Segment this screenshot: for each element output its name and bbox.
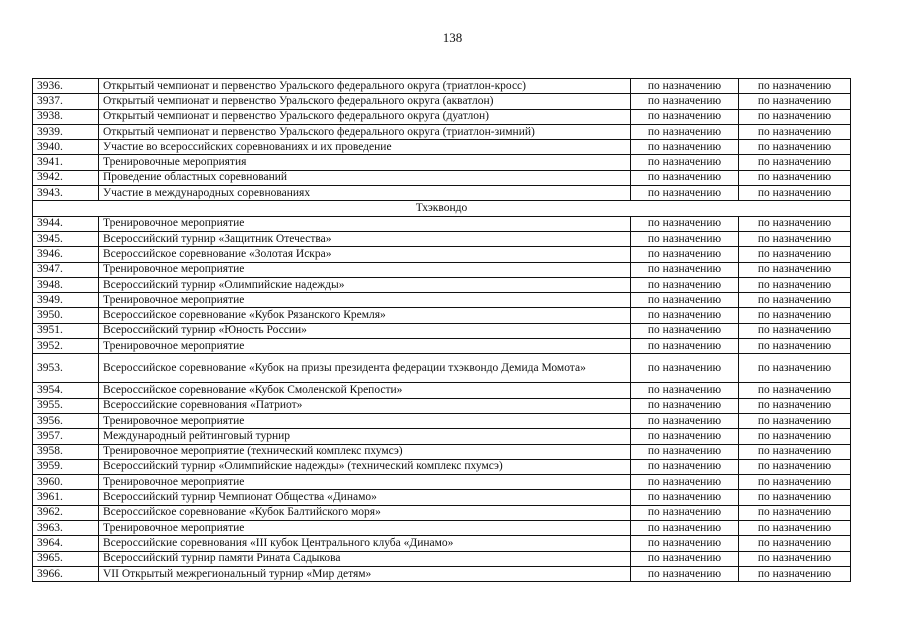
- event-name: Всероссийский турнир памяти Рината Садыкова: [99, 551, 631, 566]
- assignment-value-b: по назначению: [739, 109, 851, 124]
- assignment-value-b: по назначению: [739, 186, 851, 201]
- row-number: 3954.: [33, 383, 99, 398]
- section-header-row: [33, 201, 851, 216]
- assignment-value-a: по назначению: [631, 521, 739, 536]
- assignment-value-a: по назначению: [631, 94, 739, 109]
- event-name: Всероссийский турнир «Юность России»: [99, 323, 631, 338]
- event-name: Всероссийское соревнование «Кубок Балтийского моря»: [99, 505, 631, 520]
- event-name: Тренировочное мероприятие: [99, 216, 631, 231]
- table-row: [33, 383, 851, 398]
- row-number: 3960.: [33, 475, 99, 490]
- table-row: [33, 444, 851, 459]
- assignment-value-a: по назначению: [631, 383, 739, 398]
- table-row: [33, 323, 851, 338]
- row-number: 3953.: [33, 354, 99, 383]
- assignment-value-a: по назначению: [631, 354, 739, 383]
- assignment-value-a: по назначению: [631, 79, 739, 94]
- assignment-value-b: по назначению: [739, 413, 851, 428]
- event-name: Тренировочное мероприятие (технический комплекс пхумсэ): [99, 444, 631, 459]
- table-row: [33, 170, 851, 185]
- event-name: Всероссийские соревнования «Патриот»: [99, 398, 631, 413]
- assignment-value-b: по назначению: [739, 308, 851, 323]
- row-number: 3961.: [33, 490, 99, 505]
- assignment-value-b: по назначению: [739, 231, 851, 246]
- row-number: 3952.: [33, 339, 99, 354]
- row-number: 3964.: [33, 536, 99, 551]
- event-name: Тренировочное мероприятие: [99, 339, 631, 354]
- row-number: 3956.: [33, 413, 99, 428]
- assignment-value-b: по назначению: [739, 429, 851, 444]
- table-row: [33, 308, 851, 323]
- table-row: [33, 413, 851, 428]
- table-section-taekwondo: [33, 201, 851, 216]
- table-row: [33, 339, 851, 354]
- event-name: Тренировочное мероприятие: [99, 293, 631, 308]
- row-number: 3936.: [33, 79, 99, 94]
- assignment-value-a: по назначению: [631, 505, 739, 520]
- assignment-value-a: по назначению: [631, 444, 739, 459]
- assignment-value-b: по назначению: [739, 155, 851, 170]
- assignment-value-a: по назначению: [631, 323, 739, 338]
- assignment-value-a: по назначению: [631, 262, 739, 277]
- table-row: [33, 536, 851, 551]
- assignment-value-b: по назначению: [739, 505, 851, 520]
- row-number: 3937.: [33, 94, 99, 109]
- table-row: [33, 140, 851, 155]
- assignment-value-a: по назначению: [631, 170, 739, 185]
- event-name: Открытый чемпионат и первенство Уральского федерального округа (акватлон): [99, 94, 631, 109]
- event-name: Международный рейтинговый турнир: [99, 429, 631, 444]
- table-row: [33, 490, 851, 505]
- table-row: [33, 551, 851, 566]
- assignment-value-b: по назначению: [739, 262, 851, 277]
- event-name: Тренировочное мероприятие: [99, 413, 631, 428]
- table-row: [33, 247, 851, 262]
- event-name: Участие во всероссийских соревнованиях и их проведение: [99, 140, 631, 155]
- table-row: [33, 459, 851, 474]
- assignment-value-b: по назначению: [739, 79, 851, 94]
- assignment-value-b: по назначению: [739, 354, 851, 383]
- table-row: [33, 293, 851, 308]
- assignment-value-b: по назначению: [739, 459, 851, 474]
- assignment-value-a: по назначению: [631, 551, 739, 566]
- assignment-value-b: по назначению: [739, 521, 851, 536]
- assignment-value-b: по назначению: [739, 323, 851, 338]
- event-name: Открытый чемпионат и первенство Уральского федерального округа (триатлон-кросс): [99, 79, 631, 94]
- table-row: [33, 124, 851, 139]
- assignment-value-b: по назначению: [739, 216, 851, 231]
- event-name: Тренировочное мероприятие: [99, 262, 631, 277]
- assignment-value-a: по назначению: [631, 339, 739, 354]
- assignment-value-b: по назначению: [739, 536, 851, 551]
- table-row: [33, 216, 851, 231]
- assignment-value-b: по назначению: [739, 170, 851, 185]
- table-row: [33, 429, 851, 444]
- table-row: [33, 231, 851, 246]
- event-name: Всероссийский турнир «Олимпийские надежды» (технический комплекс пхумсэ): [99, 459, 631, 474]
- page-number: 138: [442, 30, 463, 45]
- assignment-value-b: по назначению: [739, 339, 851, 354]
- event-name: Открытый чемпионат и первенство Уральского федерального округа (триатлон-зимний): [99, 124, 631, 139]
- event-name: Тренировочное мероприятие: [99, 475, 631, 490]
- assignment-value-b: по назначению: [739, 94, 851, 109]
- assignment-value-a: по назначению: [631, 216, 739, 231]
- table-row: [33, 398, 851, 413]
- table-row: [33, 566, 851, 581]
- row-number: 3942.: [33, 170, 99, 185]
- table-row: [33, 155, 851, 170]
- row-number: 3951.: [33, 323, 99, 338]
- event-name: Проведение областных соревнований: [99, 170, 631, 185]
- row-number: 3943.: [33, 186, 99, 201]
- table-row: [33, 505, 851, 520]
- event-name: Всероссийский турнир Чемпионат Общества «Динамо»: [99, 490, 631, 505]
- row-number: 3949.: [33, 293, 99, 308]
- event-name: Открытый чемпионат и первенство Уральского федерального округа (дуатлон): [99, 109, 631, 124]
- assignment-value-a: по назначению: [631, 155, 739, 170]
- assignment-value-a: по назначению: [631, 308, 739, 323]
- assignment-value-a: по назначению: [631, 398, 739, 413]
- assignment-value-a: по назначению: [631, 490, 739, 505]
- assignment-value-a: по назначению: [631, 140, 739, 155]
- table-row: [33, 277, 851, 292]
- assignment-value-a: по назначению: [631, 277, 739, 292]
- assignment-value-a: по назначению: [631, 459, 739, 474]
- row-number: 3938.: [33, 109, 99, 124]
- table-row: [33, 79, 851, 94]
- row-number: 3941.: [33, 155, 99, 170]
- assignment-value-a: по назначению: [631, 231, 739, 246]
- table-row: [33, 186, 851, 201]
- assignment-value-b: по назначению: [739, 247, 851, 262]
- event-name: Участие в международных соревнованиях: [99, 186, 631, 201]
- row-number: 3959.: [33, 459, 99, 474]
- assignment-value-a: по назначению: [631, 186, 739, 201]
- row-number: 3957.: [33, 429, 99, 444]
- event-name: Всероссийское соревнование «Золотая Искра»: [99, 247, 631, 262]
- assignment-value-a: по назначению: [631, 293, 739, 308]
- event-name: Тренировочные мероприятия: [99, 155, 631, 170]
- table-row: [33, 94, 851, 109]
- table-body-top: [33, 79, 851, 201]
- assignment-value-b: по назначению: [739, 293, 851, 308]
- assignment-value-a: по назначению: [631, 247, 739, 262]
- event-name: Тренировочное мероприятие: [99, 521, 631, 536]
- assignment-value-b: по назначению: [739, 398, 851, 413]
- assignment-value-a: по назначению: [631, 429, 739, 444]
- assignment-value-b: по назначению: [739, 383, 851, 398]
- row-number: 3966.: [33, 566, 99, 581]
- row-number: 3955.: [33, 398, 99, 413]
- table-row: [33, 354, 851, 383]
- event-name: Всероссийский турнир «Защитник Отечества»: [99, 231, 631, 246]
- row-number: 3958.: [33, 444, 99, 459]
- assignment-value-b: по назначению: [739, 124, 851, 139]
- row-number: 3939.: [33, 124, 99, 139]
- event-name: Всероссийское соревнование «Кубок на призы президента федерации тхэквондо Демида Момота»: [99, 354, 631, 383]
- row-number: 3950.: [33, 308, 99, 323]
- assignment-value-b: по назначению: [739, 475, 851, 490]
- event-name: Всероссийский турнир «Олимпийские надежды»: [99, 277, 631, 292]
- assignment-value-b: по назначению: [739, 444, 851, 459]
- assignment-value-a: по назначению: [631, 566, 739, 581]
- row-number: 3947.: [33, 262, 99, 277]
- section-title: Тхэквондо: [33, 201, 851, 216]
- event-name: Всероссийские соревнования «III кубок Центрального клуба «Динамо»: [99, 536, 631, 551]
- assignment-value-b: по назначению: [739, 140, 851, 155]
- table-row: [33, 521, 851, 536]
- table-row: [33, 109, 851, 124]
- row-number: 3940.: [33, 140, 99, 155]
- events-table: [32, 78, 851, 582]
- row-number: 3945.: [33, 231, 99, 246]
- assignment-value-a: по назначению: [631, 413, 739, 428]
- event-name: Всероссийское соревнование «Кубок Рязанского Кремля»: [99, 308, 631, 323]
- table-row: [33, 475, 851, 490]
- assignment-value-b: по назначению: [739, 490, 851, 505]
- row-number: 3948.: [33, 277, 99, 292]
- assignment-value-a: по назначению: [631, 475, 739, 490]
- assignment-value-b: по назначению: [739, 277, 851, 292]
- row-number: 3946.: [33, 247, 99, 262]
- event-name: Всероссийское соревнование «Кубок Смоленской Крепости»: [99, 383, 631, 398]
- assignment-value-a: по назначению: [631, 109, 739, 124]
- row-number: 3944.: [33, 216, 99, 231]
- assignment-value-b: по назначению: [739, 551, 851, 566]
- table-body-taekwondo: [33, 216, 851, 582]
- table-row: [33, 262, 851, 277]
- row-number: 3965.: [33, 551, 99, 566]
- assignment-value-b: по назначению: [739, 566, 851, 581]
- assignment-value-a: по назначению: [631, 536, 739, 551]
- event-name: VII Открытый межрегиональный турнир «Мир детям»: [99, 566, 631, 581]
- row-number: 3962.: [33, 505, 99, 520]
- row-number: 3963.: [33, 521, 99, 536]
- assignment-value-a: по назначению: [631, 124, 739, 139]
